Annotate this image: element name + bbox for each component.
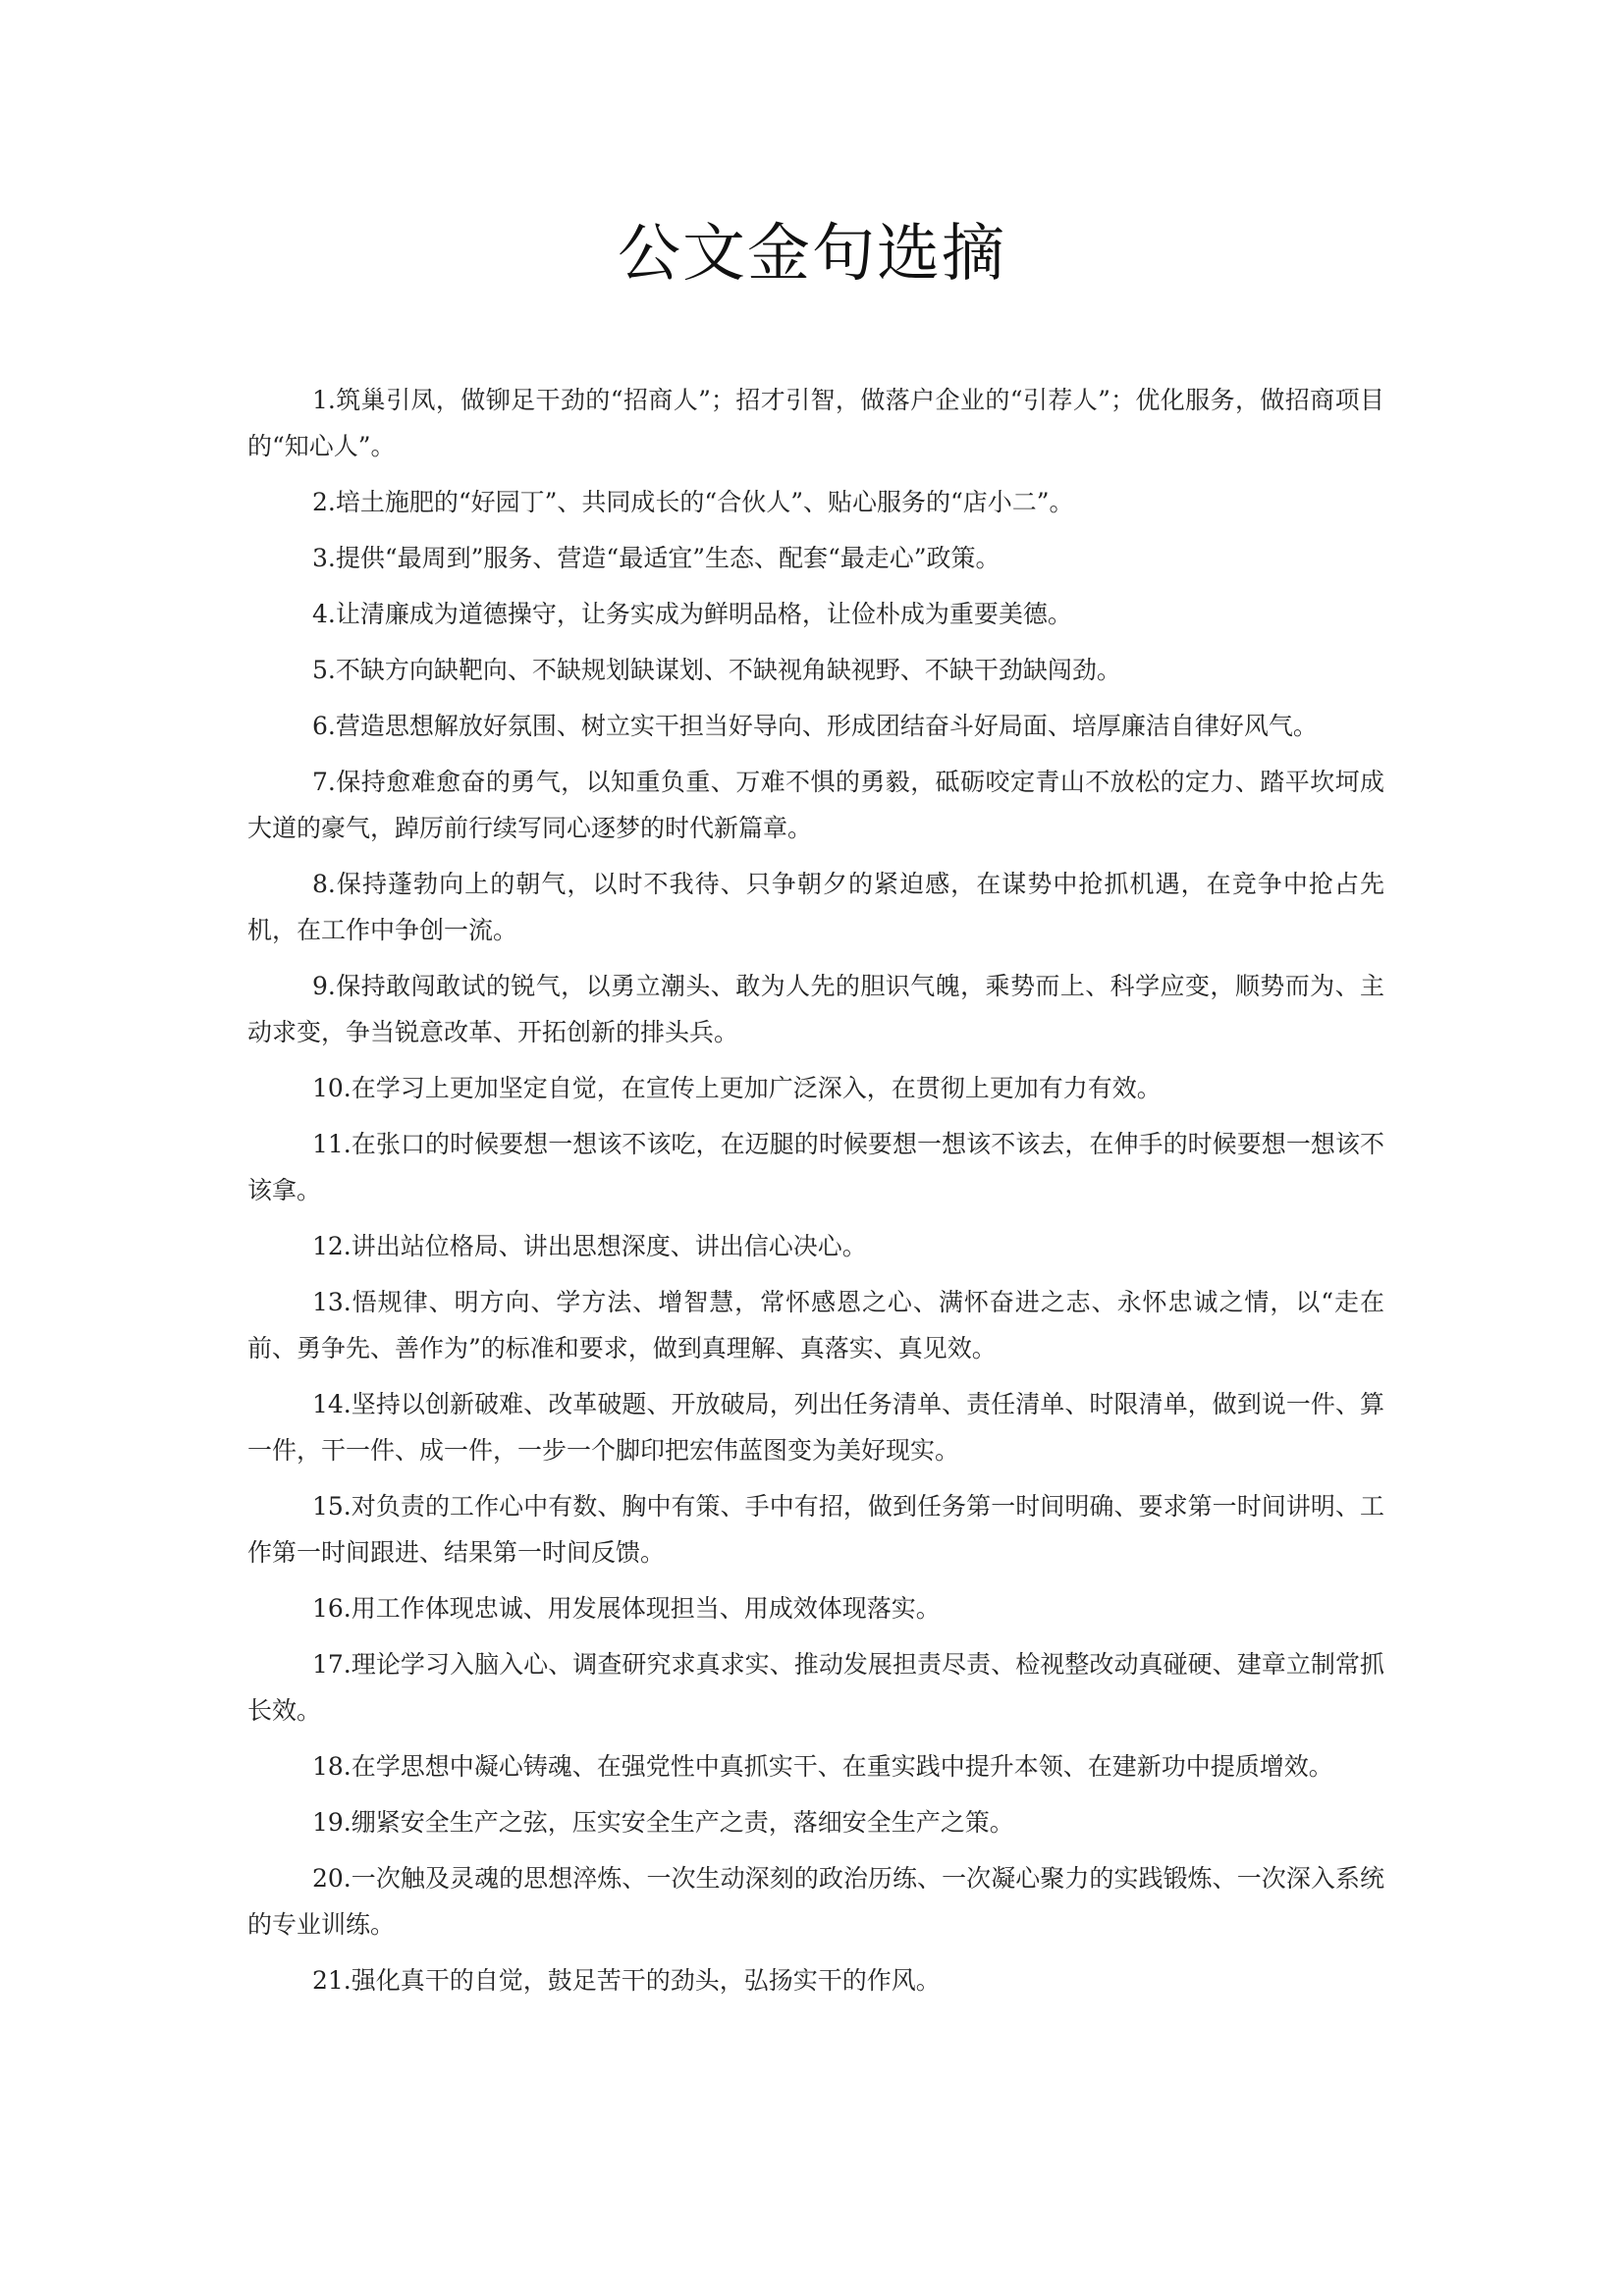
paragraph-11: 11.在张口的时候要想一想该不该吃，在迈腿的时候要想一想该不该去，在伸手的时候要想一想该不该拿。 <box>247 1130 1384 1204</box>
paragraph-19: 19.绷紧安全生产之弦，压实安全生产之责，落细安全生产之策。 <box>312 1808 1014 1837</box>
paragraph-2: 2.培土施肥的“好园丁”、共同成长的“合伙人”、贴心服务的“店小二”。 <box>312 488 1074 516</box>
document-title: 公文金句选摘 <box>618 218 1006 291</box>
paragraph-8: 8.保持蓬勃向上的朝气，以时不我待、只争朝夕的紧迫感，在谋势中抢抓机遇，在竞争中抢占先机，在工作中争创一流。 <box>247 870 1384 944</box>
paragraph-15: 15.对负责的工作心中有数、胸中有策、手中有招，做到任务第一时间明确、要求第一时间讲明、工作第一时间跟进、结果第一时间反馈。 <box>247 1492 1384 1567</box>
paragraph-17: 17.理论学习入脑入心、调查研究求真求实、推动发展担责尽责、检视整改动真碰硬、建章立制常抓长效。 <box>247 1650 1384 1725</box>
paragraph-13: 13.悟规律、明方向、学方法、增智慧，常怀感恩之心、满怀奋进之志、永怀忠诚之情，以“走在前、勇争先、善作为”的标准和要求，做到真理解、真落实、真见效。 <box>247 1288 1384 1362</box>
paragraph-12: 12.讲出站位格局、讲出思想深度、讲出信心决心。 <box>312 1232 867 1260</box>
paragraph-6: 6.营造思想解放好氛围、树立实干担当好导向、形成团结奋斗好局面、培厚廉洁自律好风气。 <box>312 712 1318 740</box>
paragraph-21: 21.强化真干的自觉，鼓足苦干的劲头，弘扬实干的作风。 <box>312 1966 941 1995</box>
paragraph-5: 5.不缺方向缺靶向、不缺规划缺谋划、不缺视角缺视野、不缺干劲缺闯劲。 <box>312 656 1121 684</box>
paragraph-4: 4.让清廉成为道德操守，让务实成为鲜明品格，让俭朴成为重要美德。 <box>312 600 1072 628</box>
paragraph-10: 10.在学习上更加坚定自觉，在宣传上更加广泛深入，在贯彻上更加有力有效。 <box>312 1074 1162 1102</box>
paragraph-20: 20.一次触及灵魂的思想淬炼、一次生动深刻的政治历练、一次凝心聚力的实践锻炼、一次深入系统的专业训练。 <box>247 1864 1384 1939</box>
document-body <box>247 377 1384 2013</box>
paragraph-14: 14.坚持以创新破难、改革破题、开放破局，列出任务清单、责任清单、时限清单，做到说一件、算一件，干一件、成一件，一步一个脚印把宏伟蓝图变为美好现实。 <box>247 1390 1384 1465</box>
paragraph-18: 18.在学思想中凝心铸魂、在强党性中真抓实干、在重实践中提升本领、在建新功中提质增效。 <box>312 1752 1333 1781</box>
paragraph-1: 1.筑巢引凤，做铆足干劲的“招商人”；招才引智，做落户企业的“引荐人”；优化服务，做招商项目的“知心人”。 <box>247 386 1384 460</box>
paragraph-3: 3.提供“最周到”服务、营造“最适宜”生态、配套“最走心”政策。 <box>312 544 1001 572</box>
paragraph-16: 16.用工作体现忠诚、用发展体现担当、用成效体现落实。 <box>312 1594 941 1623</box>
paragraph-9: 9.保持敢闯敢试的锐气，以勇立潮头、敢为人先的胆识气魄，乘势而上、科学应变，顺势而为、主动求变，争当锐意改革、开拓创新的排头兵。 <box>247 972 1384 1046</box>
paragraph-7: 7.保持愈难愈奋的勇气，以知重负重、万难不惧的勇毅，砥砺咬定青山不放松的定力、踏平坎坷成大道的豪气，踔厉前行续写同心逐梦的时代新篇章。 <box>247 768 1384 842</box>
